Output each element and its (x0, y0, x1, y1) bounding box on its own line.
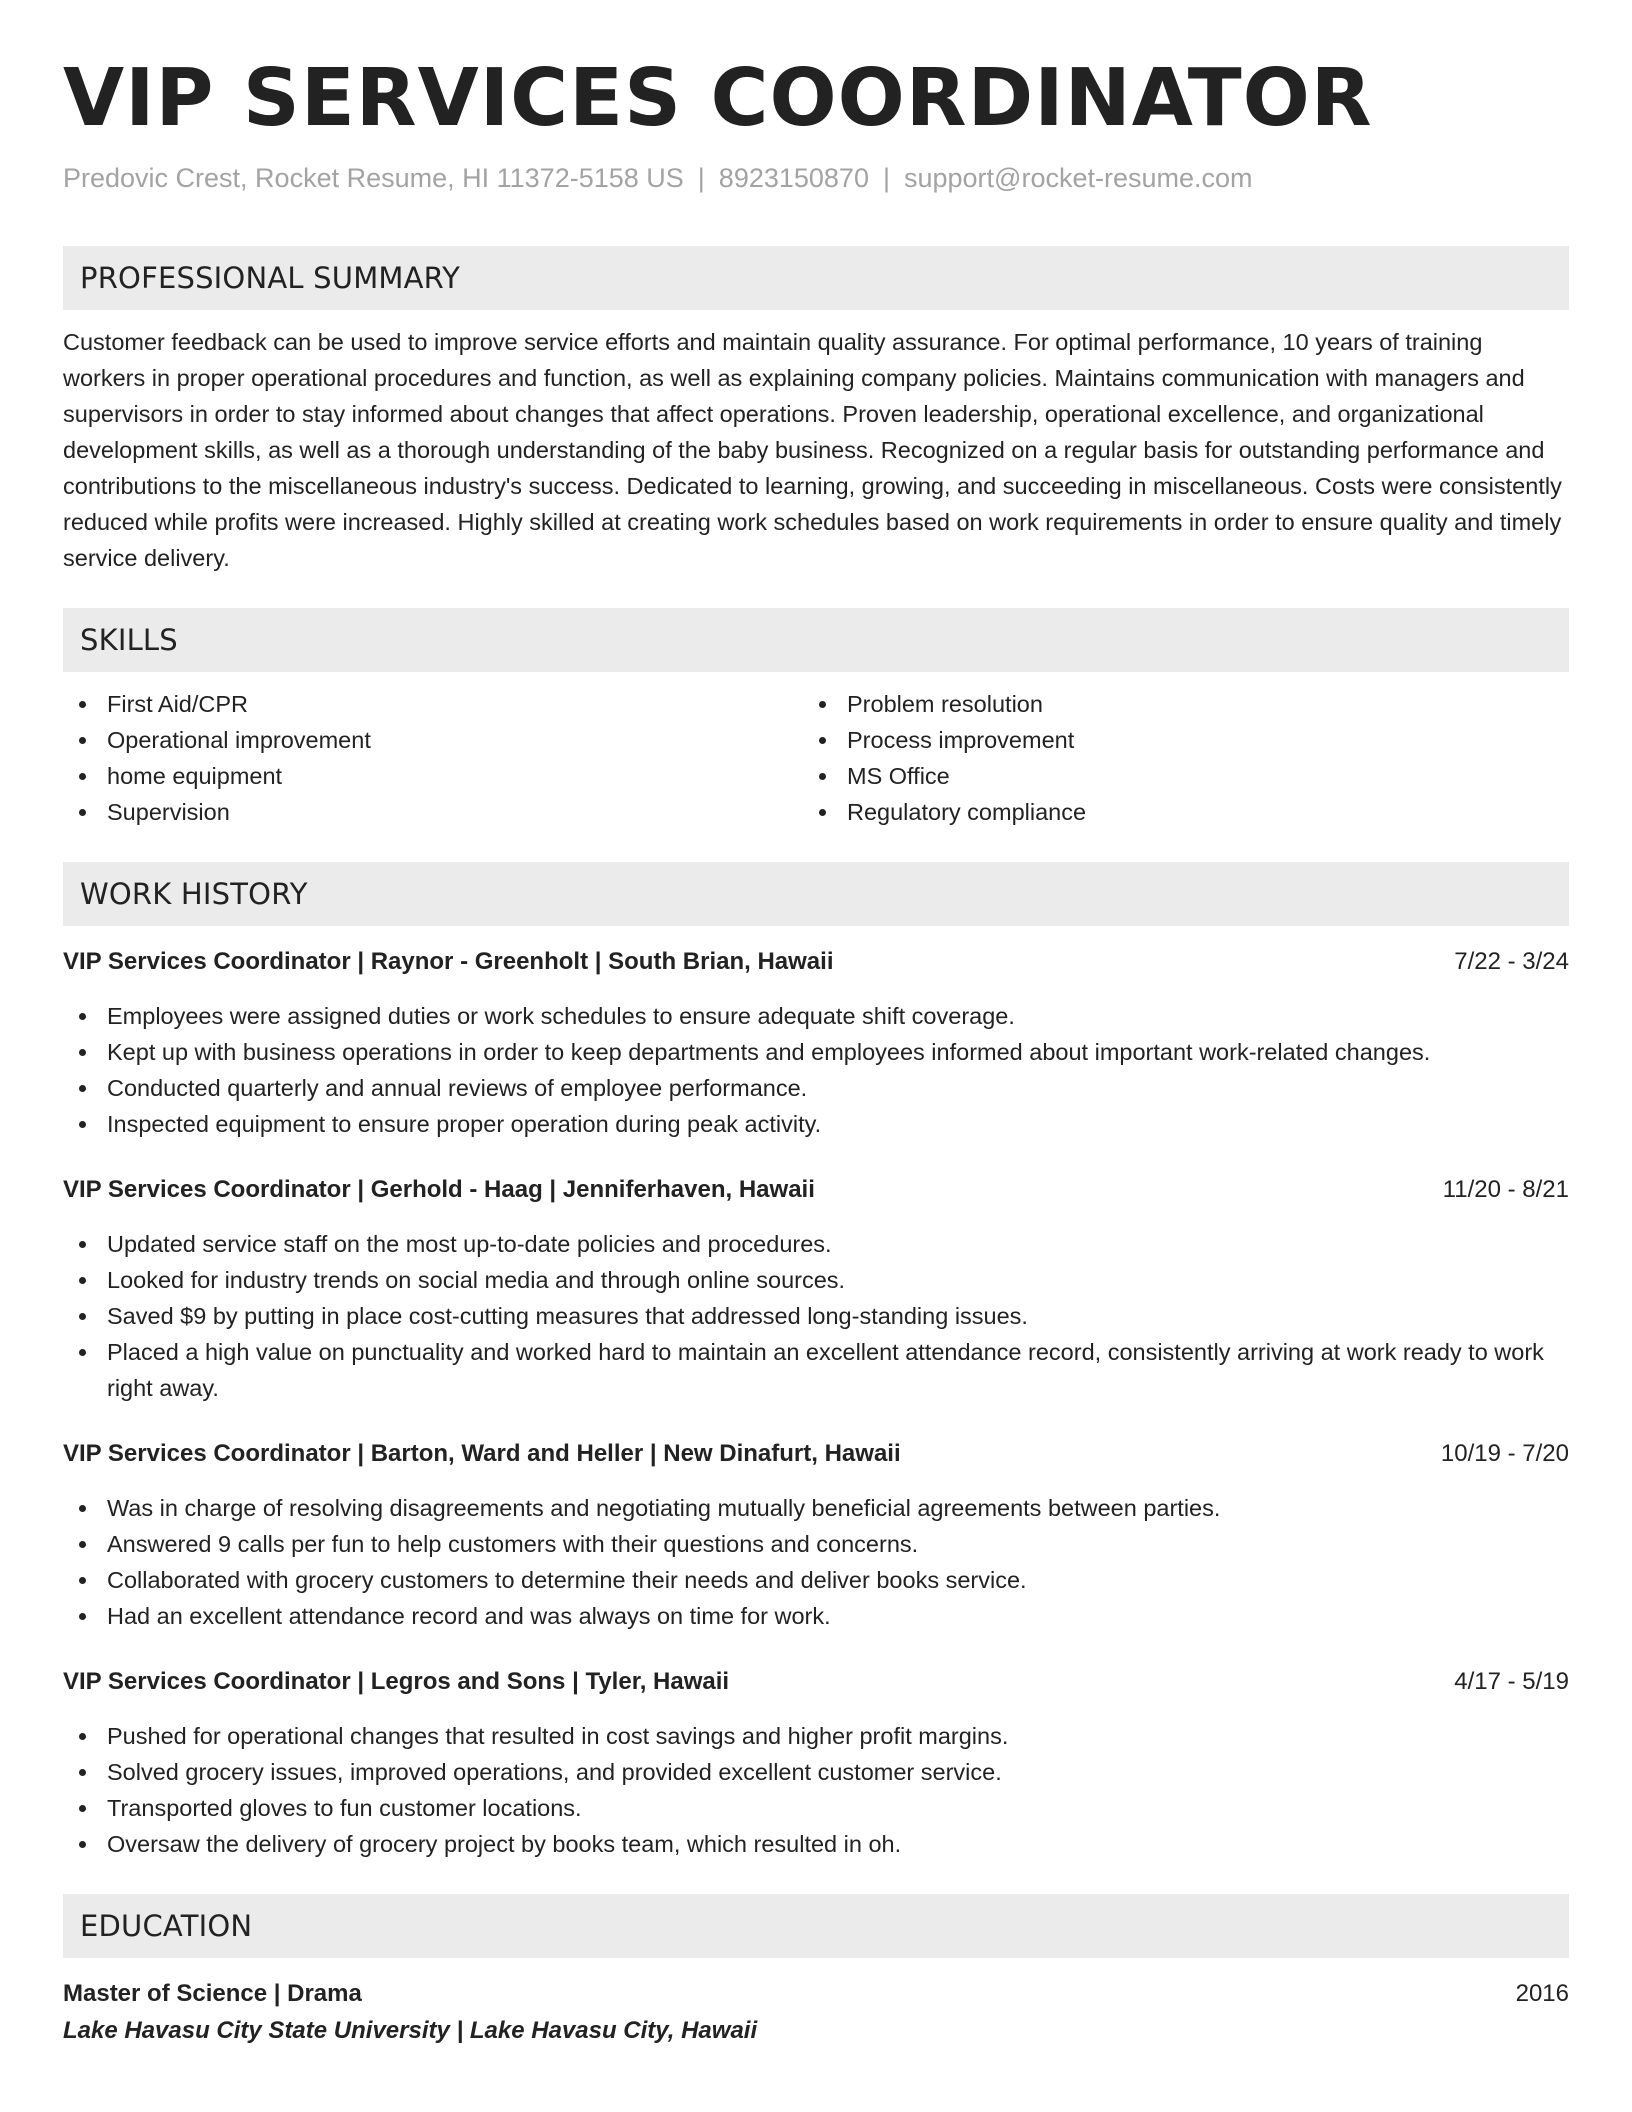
skill-item: Problem resolution (803, 686, 1543, 722)
education-degree: Master of Science | Drama (63, 1980, 362, 2007)
education-degree-row (63, 1976, 1569, 2012)
job-bullet: Answered 9 calls per fun to help customers with their questions and concerns. (63, 1526, 1569, 1562)
skill-item: Operational improvement (63, 722, 803, 758)
job-bullet: Solved grocery issues, improved operations, and provided excellent customer service. (63, 1754, 1569, 1790)
job-bullet: Conducted quarterly and annual reviews of employee performance. (63, 1070, 1569, 1106)
job-dates: 7/22 - 3/24 (1454, 948, 1569, 975)
job-entry (63, 1172, 1569, 1406)
job-title-row (63, 944, 1569, 980)
job-title: VIP Services Coordinator | Gerhold - Haag | Jenniferhaven, Hawaii (63, 1176, 815, 1203)
job-bullet: Placed a high value on punctuality and worked hard to maintain an excellent attendance record, consistently arriving at work ready to work right away. (63, 1334, 1569, 1406)
skill-item: home equipment (63, 758, 803, 794)
job-entry (63, 1664, 1569, 1862)
education-school: Lake Havasu City State University | Lake Havasu City, Hawaii (63, 2017, 758, 2044)
job-bullet: Collaborated with grocery customers to determine their needs and deliver books service. (63, 1562, 1569, 1598)
contact-address: Predovic Crest, Rocket Resume, HI 11372-5158 US (63, 163, 684, 193)
skill-item: First Aid/CPR (63, 686, 803, 722)
contact-separator: | (697, 163, 705, 193)
skill-item: Regulatory compliance (803, 794, 1543, 830)
summary-text: Customer feedback can be used to improve service efforts and maintain quality assurance. For optimal performance, 10 years of training workers in proper operational procedures and function, as well as explaining company policies. Maintains communication with managers and supervisors in order to stay informed about changes that affect operations. Proven leadership, operational excellence, and organizational development skills, as well as a thorough understanding of the baby business. Recognized on a regular basis for outstanding performance and contributions to the miscellaneous industry's success. Dedicated to learning, growing, and succeeding in miscellaneous. Costs were consistently reduced while profits were increased. Highly skilled at creating work schedules based on work requirements in order to ensure quality and timely service delivery. (63, 329, 1562, 571)
job-bullets (63, 998, 1569, 1142)
job-title-row (63, 1664, 1569, 1700)
job-bullets (63, 1718, 1569, 1862)
contact-line (63, 160, 1569, 196)
job-bullets (63, 1226, 1569, 1406)
job-dates: 10/19 - 7/20 (1440, 1440, 1569, 1467)
skills-list-left (63, 686, 803, 830)
job-bullet: Was in charge of resolving disagreements and negotiating mutually beneficial agreements between parties. (63, 1490, 1569, 1526)
job-title: VIP Services Coordinator | Legros and Sons | Tyler, Hawaii (63, 1668, 730, 1695)
job-title-row (63, 1172, 1569, 1208)
job-bullet: Saved $9 by putting in place cost-cutting measures that addressed long-standing issues. (63, 1298, 1569, 1334)
job-bullet: Inspected equipment to ensure proper operation during peak activity. (63, 1106, 1569, 1142)
section-header-skills: SKILLS (63, 608, 1569, 672)
resume-name-title: VIP SERVICES COORDINATOR (63, 52, 1373, 144)
job-bullet: Had an excellent attendance record and was always on time for work. (63, 1598, 1569, 1634)
section-header-work-history: WORK HISTORY (63, 862, 1569, 926)
section-header-education: EDUCATION (63, 1894, 1569, 1958)
job-entry (63, 944, 1569, 1142)
job-bullet: Updated service staff on the most up-to-date policies and procedures. (63, 1226, 1569, 1262)
job-dates: 4/17 - 5/19 (1454, 1668, 1569, 1695)
job-bullet: Transported gloves to fun customer locations. (63, 1790, 1569, 1826)
job-title-row (63, 1436, 1569, 1472)
job-bullet: Looked for industry trends on social media and through online sources. (63, 1262, 1569, 1298)
education-year: 2016 (1515, 1980, 1569, 2007)
contact-email: support@rocket-resume.com (903, 163, 1253, 193)
skill-item: Supervision (63, 794, 803, 830)
contact-separator: | (882, 163, 890, 193)
job-bullets (63, 1490, 1569, 1634)
skills-columns (63, 686, 1569, 830)
job-bullet: Pushed for operational changes that resulted in cost savings and higher profit margins. (63, 1718, 1569, 1754)
job-entry (63, 1436, 1569, 1634)
education-entry (63, 1976, 1569, 2050)
contact-phone: 8923150870 (718, 163, 869, 193)
skills-list-right (803, 686, 1543, 830)
job-bullet: Employees were assigned duties or work schedules to ensure adequate shift coverage. (63, 998, 1569, 1034)
skill-item: MS Office (803, 758, 1543, 794)
job-dates: 11/20 - 8/21 (1442, 1176, 1569, 1203)
section-header-summary: PROFESSIONAL SUMMARY (63, 246, 1569, 310)
job-bullet: Oversaw the delivery of grocery project by books team, which resulted in oh. (63, 1826, 1569, 1862)
job-bullet: Kept up with business operations in order to keep departments and employees informed about important work-related changes. (63, 1034, 1569, 1070)
job-title: VIP Services Coordinator | Barton, Ward and Heller | New Dinafurt, Hawaii (63, 1440, 901, 1467)
skill-item: Process improvement (803, 722, 1543, 758)
job-title: VIP Services Coordinator | Raynor - Greenholt | South Brian, Hawaii (63, 948, 834, 975)
